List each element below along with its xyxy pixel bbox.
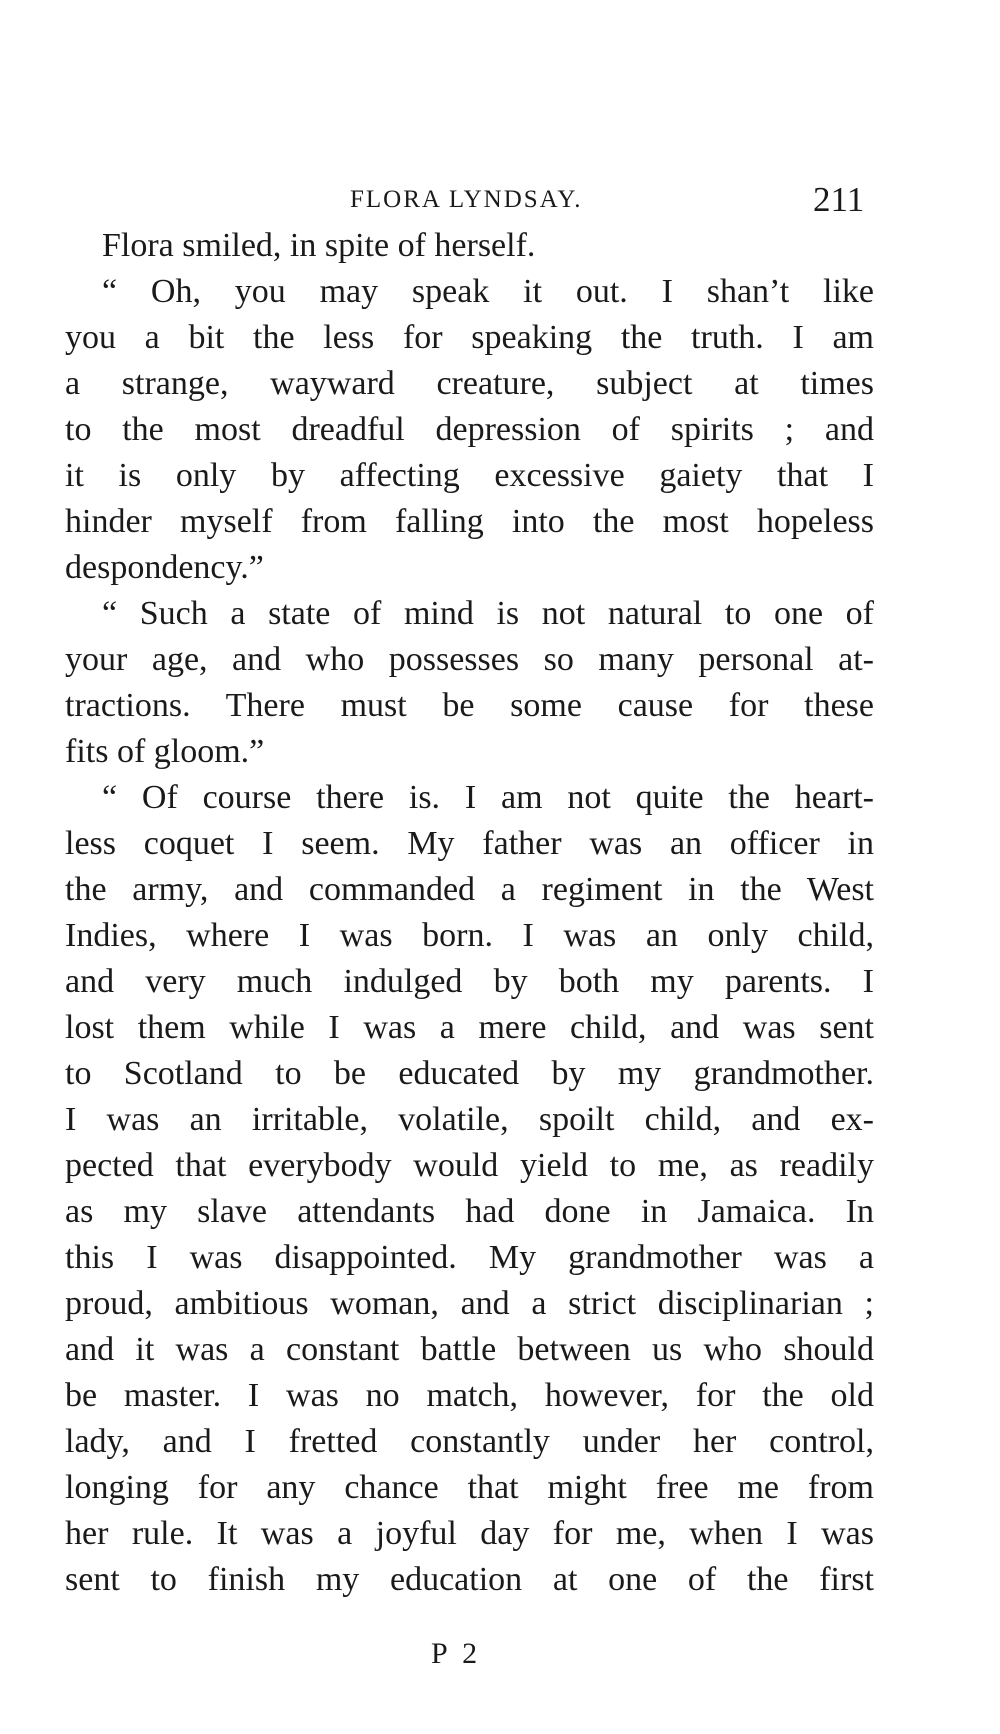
text-line: longing for any chance that might free me from xyxy=(65,1469,874,1506)
text-line: “ Oh, you may speak it out. I shan’t like xyxy=(102,273,874,310)
signature-mark: P 2 xyxy=(431,1637,482,1670)
text-line: and very much indulged by both my parents. I xyxy=(65,963,874,1000)
text-line: it is only by affecting excessive gaiety that I xyxy=(65,457,874,494)
text-line: a strange, wayward creature, subject at times xyxy=(65,365,874,402)
text-line: pected that everybody would yield to me, as readily xyxy=(65,1147,874,1184)
text-line: “ Such a state of mind is not natural to one of xyxy=(102,595,874,632)
page-number: 211 xyxy=(813,180,865,219)
text-line: Flora smiled, in spite of herself. xyxy=(102,227,536,264)
text-line: sent to finish my education at one of the first xyxy=(65,1561,874,1598)
text-line: to the most dreadful depression of spirits ; and xyxy=(65,411,874,448)
text-line: proud, ambitious woman, and a strict disciplinarian ; xyxy=(65,1285,874,1322)
text-line: your age, and who possesses so many personal at- xyxy=(65,641,874,678)
text-line: “ Of course there is. I am not quite the heart- xyxy=(102,779,874,816)
text-line: as my slave attendants had done in Jamaica. In xyxy=(65,1193,874,1230)
text-line: and it was a constant battle between us who should xyxy=(65,1331,874,1368)
text-line: to Scotland to be educated by my grandmother. xyxy=(65,1055,874,1092)
text-line: you a bit the less for speaking the truth. I am xyxy=(65,319,874,356)
text-line: this I was disappointed. My grandmother was a xyxy=(65,1239,874,1276)
text-line: fits of gloom.” xyxy=(65,733,265,770)
text-line: lady, and I fretted constantly under her control, xyxy=(65,1423,874,1460)
text-line: her rule. It was a joyful day for me, when I was xyxy=(65,1515,874,1552)
text-line: Indies, where I was born. I was an only child, xyxy=(65,917,874,954)
text-line: hinder myself from falling into the most hopeless xyxy=(65,503,874,540)
running-title: FLORA LYNDSAY. xyxy=(350,186,583,213)
text-line: lost them while I was a mere child, and was sent xyxy=(65,1009,874,1046)
text-line: less coquet I seem. My father was an officer in xyxy=(65,825,874,862)
text-line: despondency.” xyxy=(65,549,264,586)
text-line: I was an irritable, volatile, spoilt child, and ex- xyxy=(65,1101,874,1138)
text-line: be master. I was no match, however, for the old xyxy=(65,1377,874,1414)
text-line: tractions. There must be some cause for these xyxy=(65,687,874,724)
text-line: the army, and commanded a regiment in the West xyxy=(65,871,874,908)
